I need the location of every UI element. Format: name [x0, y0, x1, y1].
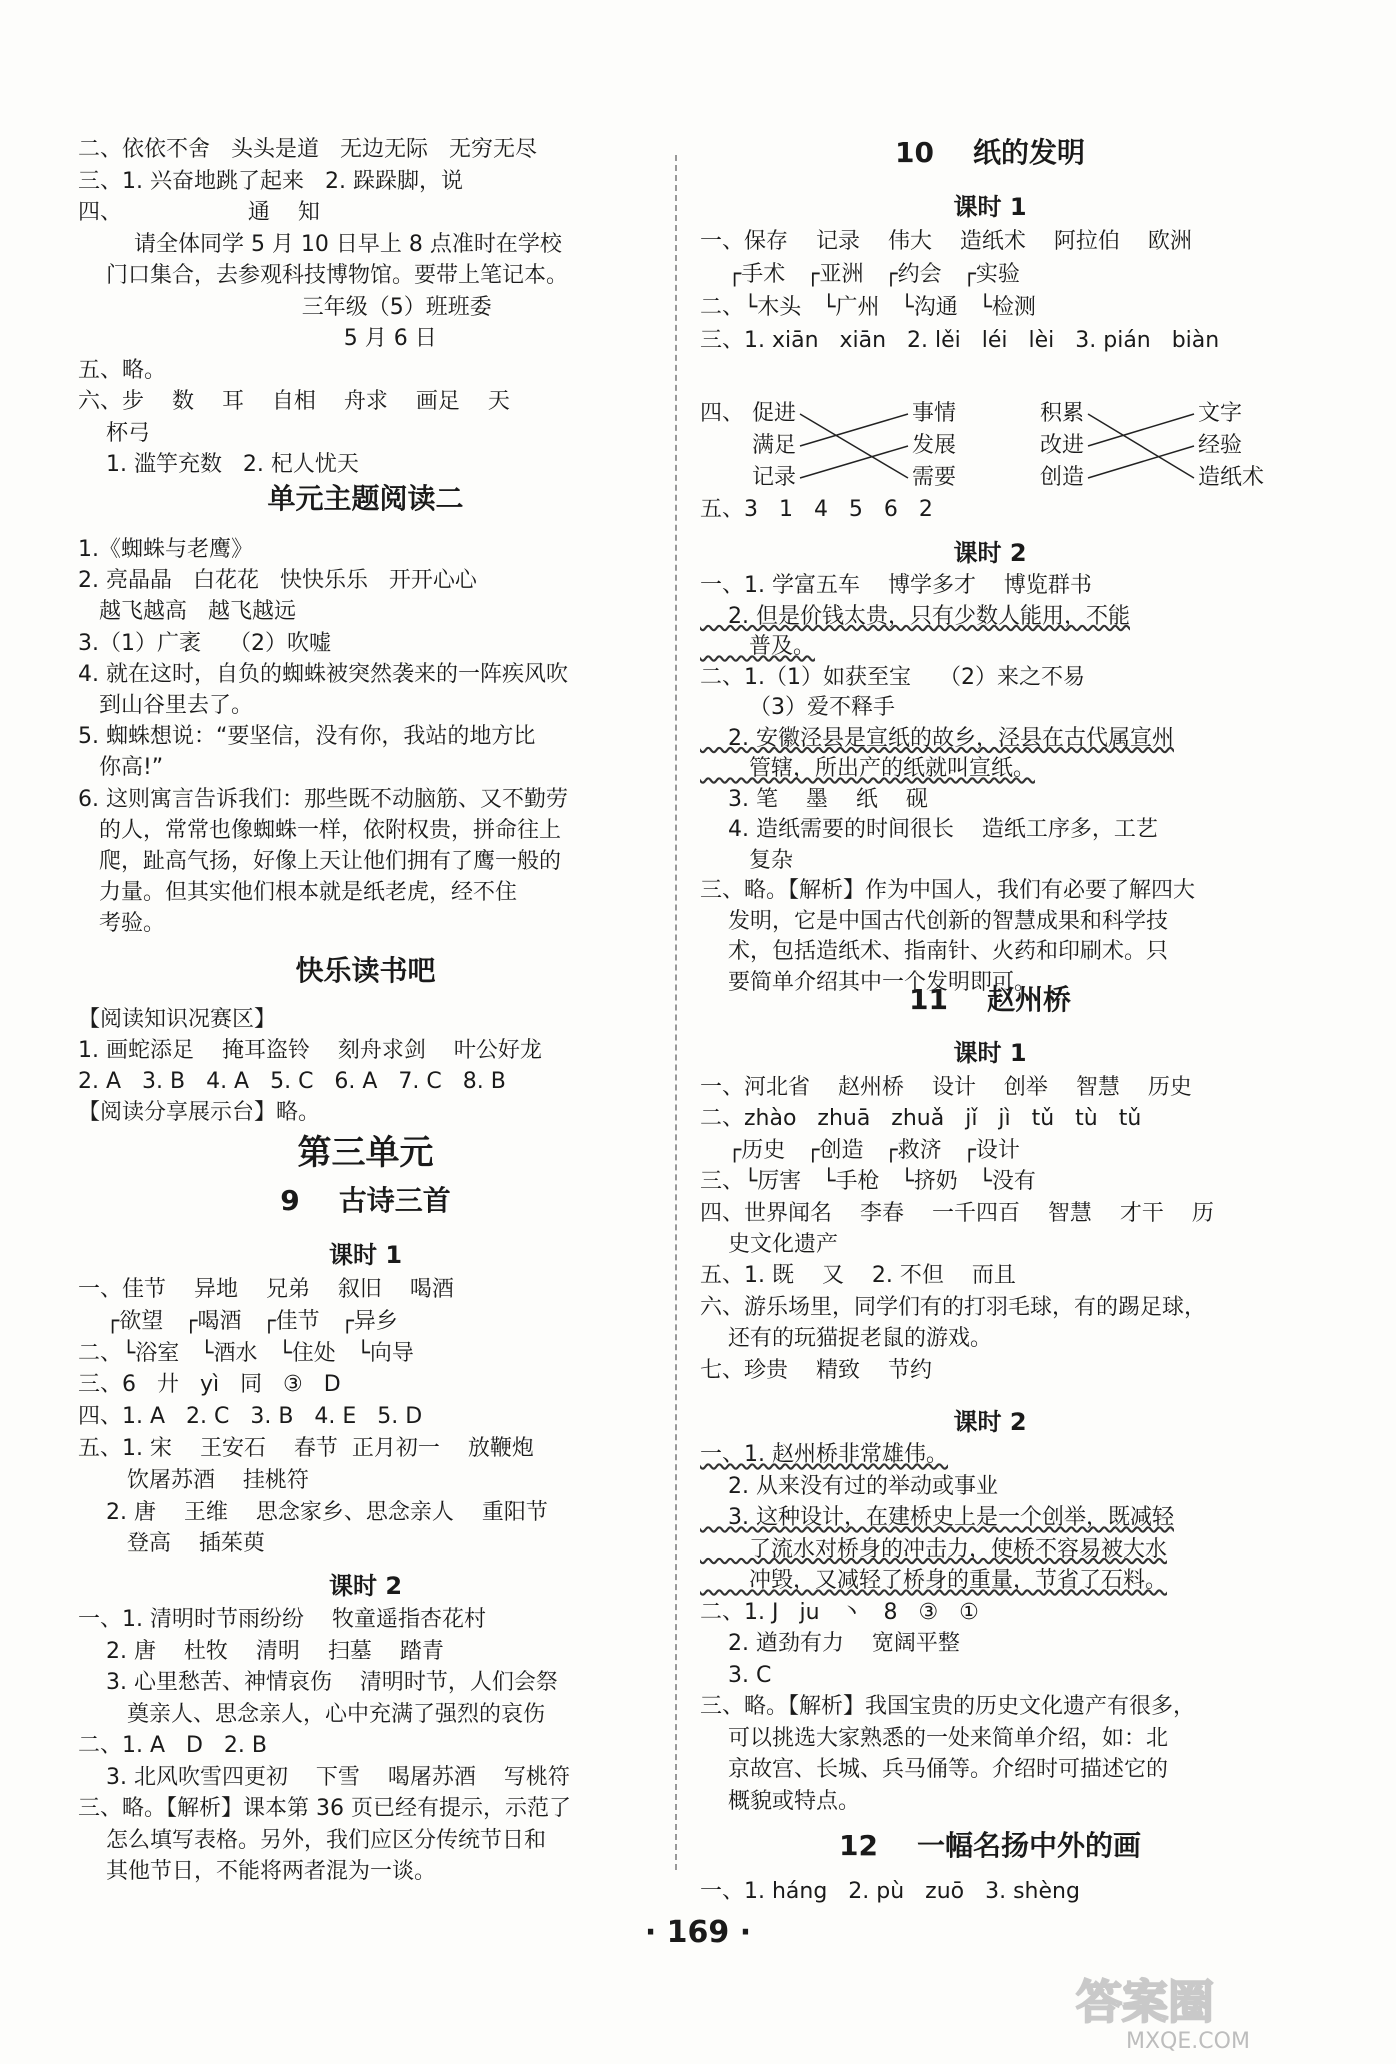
r4-line: 冲毁，又减轻了桥身的重量，节省了石料。 — [700, 1568, 1167, 1593]
l4-line: 二、└浴室 └酒水 └住处 └向导 — [78, 1340, 414, 1366]
r2-line: 发明，它是中国古代创新的智慧成果和科学技 — [700, 908, 1168, 934]
l5-line: 其他节日，不能将两者混为一谈。 — [78, 1859, 436, 1884]
r3-line: 二、zhào zhuā zhuǎ jǐ jì tǔ tù tǔ — [700, 1106, 1142, 1132]
l1-line: 二、依依不舍 头头是道 无边无际 无穷无尽 — [78, 137, 537, 162]
r5-line: 一、1. háng 2. pù zuō 3. shèng — [700, 1879, 1080, 1904]
r4-line: 了流水对桥身的冲击力，使桥不容易被大水 — [700, 1536, 1167, 1562]
r3-line: 五、1. 既 又 2. 不但 而且 — [700, 1263, 1016, 1289]
match-right-a-2: 需要 — [912, 465, 957, 490]
lesson-10-ks2: 课时 2 — [953, 539, 1027, 567]
r3-line: 还有的玩猫捉老鼠的游戏。 — [700, 1326, 992, 1352]
match-lines — [700, 399, 1280, 495]
l2-line: 力量。但其实他们根本就是纸老虎，经不住 — [78, 880, 517, 906]
l5-line: 奠亲人、思念亲人，心中充满了强烈的哀伤 — [78, 1701, 545, 1727]
match-left-a-1: 满足 — [752, 433, 797, 458]
r4-line: 一、1. 赵州桥非常雄伟。 — [700, 1442, 948, 1467]
r3-line: 一、河北省 赵州桥 设计 创举 智慧 历史 — [700, 1075, 1192, 1100]
match-line-3 — [800, 414, 908, 478]
l1-line: 五、略。 — [78, 357, 167, 383]
l2-line: 6. 这则寓言告诉我们：那些既不动脑筋、又不勤劳 — [78, 786, 568, 812]
l5-line: 一、1. 清明时节雨纷纷 牧童遥指杏花村 — [78, 1607, 486, 1632]
l4-line: ┌欲望 ┌喝酒 ┌佳节 ┌异乡 — [78, 1308, 398, 1334]
r3-line: ┌历史 ┌创造 ┌救济 ┌设计 — [700, 1137, 1020, 1163]
match-left-a-0: 促进 — [752, 401, 797, 426]
r4-line: 二、1. J ju 丶 8 ③ ① — [700, 1599, 979, 1625]
lesson-11-title: 11 赵州桥 — [909, 983, 1071, 1016]
r2-line: 三、略。【解析】作为中国人，我们有必要了解四大 — [700, 878, 1196, 903]
l1-line: 三、1. 兴奋地跳了起来 2. 跺跺脚，说 — [78, 168, 463, 194]
match-line-4 — [1088, 414, 1194, 446]
l1-line: 请全体同学 5 月 10 日早上 8 点准时在学校 — [78, 231, 562, 257]
l4-line: 一、佳节 异地 兄弟 叙旧 喝酒 — [78, 1277, 454, 1302]
r4-line: 概貌或特点。 — [700, 1788, 860, 1814]
match-line-5 — [1088, 446, 1194, 478]
r2-line: 3. 笔 墨 纸 砚 — [700, 786, 928, 812]
l2-line: 1.《蜘蛛与老鹰》 — [78, 537, 253, 562]
r3-line: 六、游乐场里，同学们有的打羽毛球，有的踢足球， — [700, 1294, 1207, 1320]
l4-line: 饮屠苏酒 挂桃符 — [78, 1467, 309, 1493]
match-left-b-2: 创造 — [1040, 465, 1085, 490]
l3-line: 【阅读分享展示台】略。 — [78, 1100, 321, 1125]
right-column — [700, 135, 1280, 1915]
match-left-b-1: 改进 — [1040, 433, 1085, 458]
l10k1-tail: 五、3 1 4 5 6 2 — [700, 497, 933, 522]
r3-line: 三、└厉害 └手枪 └挤奶 └没有 — [700, 1169, 1036, 1195]
svg-text:答案圈: 答案圈 — [1076, 1975, 1214, 2029]
l1-line: 三年级（5）班班委 — [78, 294, 492, 320]
l1-line: 5 月 6 日 — [78, 326, 437, 351]
r4-line: 三、略。【解析】我国宝贵的历史文化遗产有很多， — [700, 1694, 1196, 1719]
l2-line: 4. 就在这时，自负的蜘蛛被突然袭来的一阵疾风吹 — [78, 661, 568, 687]
r4-line: 2. 遒劲有力 宽阔平整 — [700, 1631, 960, 1656]
unit-title: 第三单元 — [297, 1133, 434, 1173]
lesson-10-title: 10 纸的发明 — [895, 136, 1085, 169]
l5-line: 怎么填写表格。另外，我们应区分传统节日和 — [78, 1827, 546, 1853]
lesson-9-ks1: 课时 1 — [328, 1241, 403, 1269]
l2-line: 考验。 — [78, 911, 165, 937]
r3-line: 七、珍贵 精致 节约 — [700, 1357, 932, 1383]
l2-line: 到山谷里去了。 — [78, 693, 253, 718]
svg-text:MXQE.COM: MXQE.COM — [1126, 2029, 1250, 2054]
l4-line: 2. 唐 王维 思念家乡、思念亲人 重阳节 — [78, 1499, 548, 1525]
watermark-logo — [1066, 1960, 1366, 2056]
match-left-a-2: 记录 — [752, 465, 797, 490]
match-line-6 — [1088, 414, 1194, 478]
r3-line: 史文化遗产 — [700, 1232, 838, 1257]
l4-line: 四、1. A 2. C 3. B 4. E 5. D — [78, 1404, 423, 1430]
l2-line: 2. 亮晶晶 白花花 快快乐乐 开开心心 — [78, 568, 477, 594]
l5-line: 二、1. A D 2. B — [78, 1733, 268, 1758]
r1-line: 二、└木头 └广州 └沟通 └检测 — [700, 295, 1036, 320]
r1-line: 三、1. xiān xiān 2. lěi léi lèi 3. pián biàn — [700, 328, 1220, 353]
l5-line: 2. 唐 杜牧 清明 扫墓 踏青 — [78, 1638, 444, 1664]
r4-line: 可以挑选大家熟悉的一处来简单介绍，如：北 — [700, 1725, 1168, 1751]
lesson-12-title: 12 一幅名扬中外的画 — [839, 1829, 1141, 1862]
section-title-happy: 快乐读书吧 — [295, 954, 436, 987]
match-line-2 — [800, 446, 908, 478]
r4-line: 2. 从来没有过的举动或事业 — [700, 1473, 998, 1499]
r2-line: 一、1. 学富五车 博学多才 博览群书 — [700, 573, 1092, 598]
l2-line: 你高!” — [78, 755, 164, 781]
r3-line: 四、世界闻名 李春 一千四百 智慧 才干 历 — [700, 1200, 1214, 1226]
match-line-1 — [800, 414, 908, 446]
match-right-a-1: 发展 — [912, 433, 957, 458]
l1-line: 六、步 数 耳 自相 舟求 画足 天 — [78, 389, 510, 414]
match-right-b-2: 造纸术 — [1198, 465, 1265, 490]
l1-line: 四、 通 知 — [78, 200, 320, 225]
r2-line: 术，包括造纸术、指南针、火药和印刷术。只 — [700, 939, 1168, 964]
page-number: · 169 · — [644, 1915, 752, 1950]
l2-line: 的人，常常也像蜘蛛一样，依附权贵，拼命往上 — [78, 817, 561, 843]
l5-line: 三、略。【解析】课本第 36 页已经有提示，示范了 — [78, 1796, 571, 1821]
lesson-9-ks2: 课时 2 — [328, 1572, 403, 1600]
section-title-read2: 单元主题阅读二 — [267, 482, 464, 515]
l2-line: 爬，趾高气扬，好像上天让他们拥有了鹰一般的 — [78, 849, 561, 874]
l1-line: 杯弓 — [78, 420, 150, 446]
l2-line: 越飞越高 越飞越远 — [78, 599, 296, 625]
l3-line: 【阅读知识况赛区】 — [78, 1007, 277, 1032]
match-right-b-0: 文字 — [1198, 401, 1243, 426]
l4-line: 三、6 廾 yì 同 ③ D — [78, 1372, 341, 1398]
l4-line: 五、1. 宋 王安石 春节 正月初一 放鞭炮 — [78, 1436, 534, 1461]
r4-line: 京故宫、长城、兵马俑等。介绍时可描述它的 — [700, 1757, 1168, 1782]
match-right-a-0: 事情 — [912, 401, 957, 426]
l2-line: 3.（1）广袤 （2）吹嘘 — [78, 630, 331, 656]
lesson-9-title: 9 古诗三首 — [280, 1184, 451, 1217]
match-left-b-0: 积累 — [1040, 401, 1085, 426]
l3-line: 2. A 3. B 4. A 5. C 6. A 7. C 8. B — [78, 1069, 506, 1094]
r2-line: 普及。 — [700, 634, 815, 659]
lesson-11-ks2: 课时 2 — [953, 1408, 1027, 1436]
r2-line: 复杂 — [700, 847, 793, 873]
match-prefix: 四、 — [700, 401, 745, 426]
r4-line: 3. C — [700, 1662, 772, 1688]
left-column — [78, 135, 653, 1915]
match-right-b-1: 经验 — [1198, 433, 1243, 458]
r2-line: 2. 但是价钱太贵，只有少数人能用，不能 — [700, 603, 1130, 629]
r1-line: ┌手术 ┌亚洲 ┌约会 ┌实验 — [700, 262, 1020, 287]
r4-line: 3. 这种设计，在建桥史上是一个创举，既减轻 — [700, 1505, 1174, 1530]
l1-line: 1. 滥竽充数 2. 杞人忧天 — [78, 452, 359, 477]
l4-line: 登高 插茱萸 — [78, 1531, 265, 1557]
l5-line: 3. 心里愁苦、神情哀伤 清明时节，人们会祭 — [78, 1670, 558, 1695]
lesson-11-ks1: 课时 1 — [953, 1039, 1027, 1067]
lesson-10-ks1: 课时 1 — [953, 193, 1027, 221]
r2-line: （3）爱不释手 — [700, 695, 895, 720]
l5-line: 3. 北风吹雪四更初 下雪 喝屠苏酒 写桃符 — [78, 1764, 570, 1790]
r2-line: 4. 造纸需要的时间很长 造纸工序多，工艺 — [700, 817, 1158, 842]
r2-line: 管辖，所出产的纸就叫宣纸。 — [700, 756, 1035, 781]
r2-line: 要简单介绍其中一个发明即可。 — [700, 969, 1036, 995]
l1-line: 门口集合，去参观科技博物馆。要带上笔记本。 — [78, 263, 568, 288]
r2-line: 2. 安徽泾县是宣纸的故乡，泾县在古代属宣州 — [700, 725, 1174, 751]
l3-line: 1. 画蛇添足 掩耳盗铃 刻舟求剑 叶公好龙 — [78, 1038, 542, 1063]
column-divider — [675, 155, 677, 1870]
r1-line: 一、保存 记录 伟大 造纸术 阿拉伯 欧洲 — [700, 229, 1192, 254]
l2-line: 5. 蜘蛛想说：“要坚信，没有你，我站的地方比 — [78, 724, 536, 750]
r2-line: 二、1.（1）如获至宝 （2）来之不易 — [700, 664, 1085, 690]
